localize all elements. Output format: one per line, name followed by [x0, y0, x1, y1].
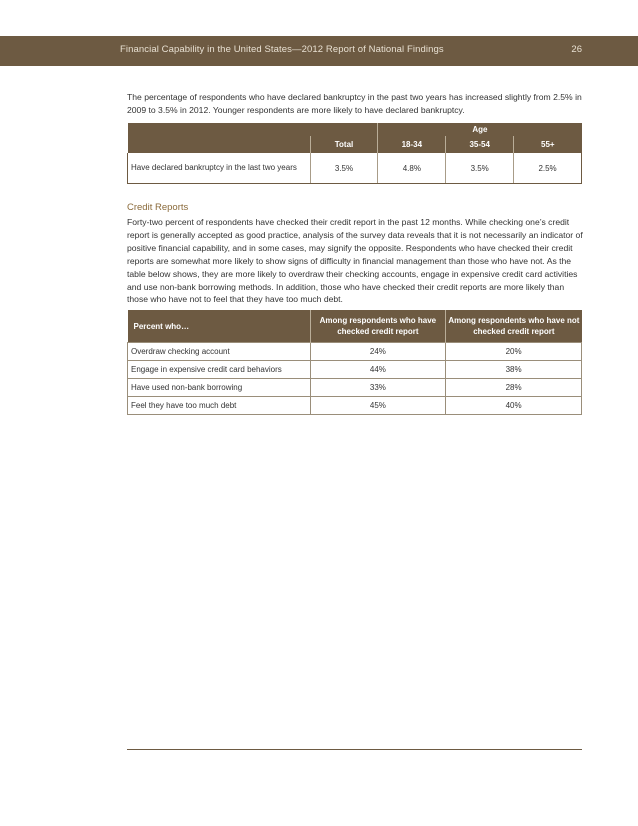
table-row	[128, 379, 582, 397]
column-header-checked: Among respondents who have checked credit report	[310, 310, 446, 343]
column-header-percent-who: Percent who…	[128, 310, 311, 343]
row-label: Overdraw checking account	[128, 343, 311, 361]
column-header-total: Total	[310, 136, 378, 153]
table-cell: 20%	[446, 343, 582, 361]
table-cell: 45%	[310, 397, 446, 415]
bankruptcy-table	[127, 123, 582, 184]
table-row	[128, 343, 582, 361]
table-corner	[310, 123, 378, 136]
row-label: Feel they have too much debt	[128, 397, 311, 415]
page-number: 26	[571, 44, 582, 55]
row-label: Have used non-bank borrowing	[128, 379, 311, 397]
credit-report-table	[127, 310, 582, 415]
table-cell: 24%	[310, 343, 446, 361]
table-cell: 3.5%	[310, 153, 378, 184]
intro-paragraph: The percentage of respondents who have declared bankruptcy in the past two years has increased slightly from 2.5% in 2009 to 3.5% in 2012. Younger respondents are more likely to have declared bankruptcy.	[127, 92, 582, 115]
table-cell: 44%	[310, 361, 446, 379]
table-row	[128, 153, 582, 184]
table-cell: 33%	[310, 379, 446, 397]
table-cell: 3.5%	[446, 153, 514, 184]
table-cell: 2.5%	[514, 153, 582, 184]
table-row	[128, 397, 582, 415]
table-corner	[128, 136, 311, 153]
column-header-55-plus: 55+	[514, 136, 582, 153]
age-group-header: Age	[378, 123, 582, 136]
table-row	[128, 361, 582, 379]
footer-rule	[127, 749, 582, 750]
table-cell: 28%	[446, 379, 582, 397]
row-label: Engage in expensive credit card behaviors	[128, 361, 311, 379]
column-header-35-54: 35-54	[446, 136, 514, 153]
section-heading: Credit Reports	[127, 202, 189, 213]
column-header-18-34: 18-34	[378, 136, 446, 153]
table-corner	[128, 123, 311, 136]
report-title: Financial Capability in the United States—2012 Report of National Findings	[120, 44, 444, 55]
row-label: Have declared bankruptcy in the last two years	[128, 153, 311, 184]
table-cell: 40%	[446, 397, 582, 415]
section-paragraph: Forty-two percent of respondents have checked their credit report in the past 12 months. While checking one’s credit report is generally accepted as good practice, analysis of the survey data reveals that it is not necessarily an indicator of positive financial capability, and in some cases, may signify the opposite. Respondents who have checked their credit reports are somewhat more likely to show signs of difficulty in financial management than those who have not. As the table below shows, they are more likely to overdraw their checking accounts, engage in expensive credit card activities and use non-bank borrowing methods. In addition, those who have checked their credit reports are more likely than those who have not to feel that they have too much debt.	[127, 217, 583, 305]
column-header-not-checked: Among respondents who have not checked credit report	[446, 310, 582, 343]
table-cell: 4.8%	[378, 153, 446, 184]
table-cell: 38%	[446, 361, 582, 379]
